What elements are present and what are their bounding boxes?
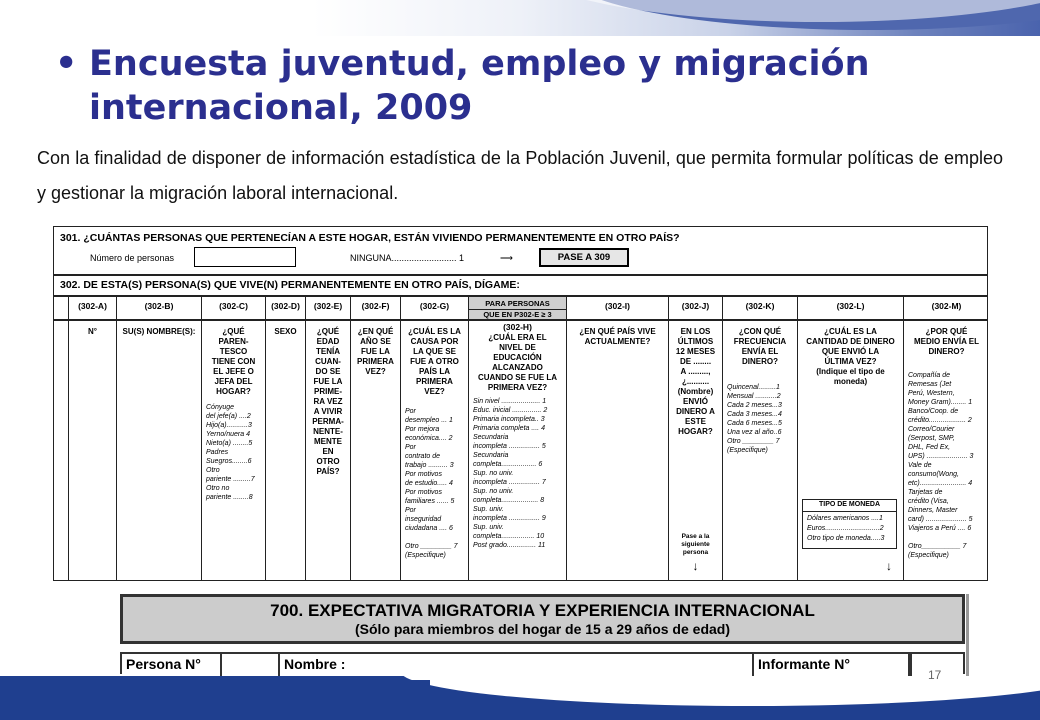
column-options: Quincenal.........1 Mensual ...........2 Cada 2 meses...3 Cada 3 meses...4 Cada 6 meses...5 Una vez al año..6 Otro ________ 7 (Especifique) bbox=[727, 384, 782, 454]
intro-paragraph: Con la finalidad de disponer de información estadística de la Población Juvenil, que permita formular políticas de empleo y gestionar la migración laboral internacional. bbox=[37, 148, 1003, 203]
questionnaire-scan bbox=[53, 226, 988, 581]
section-700-id-row bbox=[120, 652, 965, 674]
column-options: Sin nivel .................... 1 Educ. inicial ............... 2 Primaria incompleta.. 3 Primaria completa .... 4 Secundaria incompleta ................ 5 Secundaria completa.................. 6 Sup. no univ. incompleta ................ 7 Sup. no univ. completa................... 8 Sup. univ. incompleta ................ 9 Sup. univ. completa................. 10 Post grado............... 11 bbox=[473, 398, 548, 549]
column-header: ¿CON QUÉ FRECUENCIA ENVÍA EL DINERO? bbox=[733, 327, 787, 366]
column-302-j bbox=[668, 297, 722, 581]
top-decorative-band bbox=[0, 0, 1040, 36]
column-code: (302-J) bbox=[681, 301, 710, 311]
pase-box: PASE A 309 bbox=[539, 248, 629, 267]
section-700-scan bbox=[115, 592, 970, 676]
column-code: (302-K) bbox=[745, 301, 775, 311]
column-code: (302-B) bbox=[144, 301, 174, 311]
question-301-answer-box bbox=[194, 247, 296, 267]
tipo-moneda-title: TIPO DE MONEDA bbox=[818, 501, 881, 508]
column-options: Compañía de Remesas (Jet Perú, Western, Money Gram)........ 1 Banco/Coop. de crédito................... 2 Correo/Courier (Serpost, SMP, DHL, Fed Ex, UPS) ..................... 3 Vale de consumo(Wong, etc)........................ 4 Tarjetas de crédito (Visa, Dinners, Master card) ..................... 5 Viajeros a Perú .... 6 Otro__________ 7 (Especifique) bbox=[908, 372, 974, 559]
divider bbox=[54, 319, 988, 321]
column-header: ¿EN QUÉ AÑO SE FUE LA PRIMERA VEZ? bbox=[357, 327, 394, 376]
column-302-k bbox=[722, 297, 797, 581]
arrow-right-icon: ⟶ bbox=[500, 253, 513, 263]
column-302-e bbox=[305, 297, 350, 581]
question-301-ninguna: NINGUNA.......................... 1 bbox=[350, 253, 465, 263]
column-code: (302-A) bbox=[78, 301, 107, 311]
column-filter-note: PARA PERSONAS QUE EN P302-E ≥ 3 bbox=[469, 297, 566, 321]
column-header: ¿CUÁL ES LA CAUSA POR LA QUE SE FUE A OTRO PAÍS LA PRIMERA VEZ? bbox=[408, 327, 461, 396]
column-header: N° bbox=[88, 327, 97, 336]
column-header: ¿EN QUÉ PAÍS VIVE ACTUALMENTE? bbox=[579, 327, 656, 346]
tipo-moneda-box bbox=[802, 499, 897, 549]
column-header: ¿CUÁL ERA EL NIVEL DE EDUCACIÓN ALCANZADO CUANDO SE FUE LA PRIMERA VEZ? bbox=[477, 333, 558, 392]
column-code: (302-I) bbox=[604, 301, 631, 311]
column-302-b bbox=[116, 297, 201, 581]
bottom-decorative-band bbox=[0, 676, 1040, 720]
column-code: (302-C) bbox=[219, 301, 248, 311]
column-302-d bbox=[265, 297, 305, 581]
divider bbox=[469, 309, 566, 310]
nombre-label-text: Nombre : bbox=[284, 656, 346, 672]
divider bbox=[54, 274, 988, 276]
column-header: SEXO bbox=[274, 327, 297, 336]
column-302-m bbox=[903, 297, 988, 581]
column-header: ¿CUÁL ES LA CANTIDAD DE DINERO QUE ENVIÓ LA ÚLTIMA VEZ? (Indique el tipo de moneda) bbox=[806, 327, 895, 386]
question-302: 302. DE ESTA(S) PERSONA(S) QUE VIVE(N) PERMANENTEMENTE EN OTRO PAÍS, DÍGAME: bbox=[60, 279, 520, 291]
column-302-c bbox=[201, 297, 265, 581]
column-302-l bbox=[797, 297, 903, 581]
column-code: (302-L) bbox=[836, 301, 865, 311]
question-301-label: Número de personas bbox=[90, 253, 175, 263]
page-number: 17 bbox=[928, 668, 942, 682]
column-header: ¿QUÉ PAREN- TESCO TIENE CON EL JEFE O JEFA DEL HOGAR? bbox=[211, 327, 256, 396]
slide-title-text: Encuesta juventud, empleo y migración internacional, 2009 bbox=[89, 44, 870, 128]
persona-value-cell bbox=[222, 654, 280, 676]
column-302-i bbox=[566, 297, 668, 581]
informante-label: Informante N° bbox=[752, 654, 912, 676]
column-options: Cónyuge del jefe(a) ....2 Hijo(a)...........3 Yerno/nuera 4 Nieto(a) ........5 Padres Suegros........6 Otro pariente .........7 Otro no pariente ........8 bbox=[206, 404, 255, 501]
question-301: 301. ¿CUÁNTAS PERSONAS QUE PERTENECÍAN A ESTE HOGAR, ESTÁN VIVIENDO PERMANENTEMENTE EN OTRO PAÍS? bbox=[60, 232, 680, 244]
divider bbox=[966, 594, 969, 676]
divider bbox=[803, 511, 896, 512]
section-700-header bbox=[120, 594, 965, 644]
bullet-icon: • bbox=[55, 44, 78, 84]
section-700-subtitle: (Sólo para miembros del hogar de 15 a 29 años de edad) bbox=[355, 621, 730, 637]
column-code: (302-D) bbox=[271, 301, 300, 311]
tipo-moneda-options: Dólares americanos ....1 Euros............................2 Otro tipo de moneda.....3 bbox=[807, 515, 885, 542]
column-302-h bbox=[468, 297, 566, 581]
column-302-f bbox=[350, 297, 400, 581]
column-header: EN LOS ÚLTIMOS 12 MESES DE ........ A ........., ¿.......... (Nombre) ENVIÓ DINERO A ESTE HOGAR? bbox=[675, 327, 716, 436]
persona-label: Persona N° bbox=[122, 654, 222, 676]
column-code: (302-H) bbox=[503, 322, 532, 332]
slide-title bbox=[55, 42, 955, 130]
section-700-title: 700. EXPECTATIVA MIGRATORIA Y EXPERIENCIA INTERNACIONAL bbox=[270, 601, 815, 620]
column-header: ¿POR QUÉ MEDIO ENVÍA EL DINERO? bbox=[913, 327, 980, 356]
column-302-g bbox=[400, 297, 468, 581]
column-options: Por desempleo ... 1 Por mejora económica.... 2 Por contrato de trabajo .......... 3 Por motivos de estudio..... 4 Por motivos familiares ...... 5 Por inseguridad ciudadana .... 6 Otro ________ 7 (Especifique) bbox=[405, 408, 458, 559]
column-header: SU(S) NOMBRE(S): bbox=[122, 327, 196, 336]
column-code: (302-F) bbox=[361, 301, 390, 311]
column-code: (302-M) bbox=[931, 301, 962, 311]
arrow-down-icon: ↓ bbox=[692, 559, 699, 573]
column-code: (302-E) bbox=[313, 301, 343, 311]
pase-siguiente-note: Pase a la siguiente persona bbox=[681, 533, 710, 556]
column-302-a bbox=[68, 297, 116, 581]
column-code: (302-G) bbox=[419, 301, 450, 311]
column-header: ¿QUÉ EDAD TENÍA CUAN- DO SE FUE LA PRIME- RA VEZ A VIVIR PERMA- NENTE- MENTE EN OTRO PAÍS? bbox=[312, 327, 344, 476]
arrow-down-icon: ↓ bbox=[886, 559, 892, 573]
